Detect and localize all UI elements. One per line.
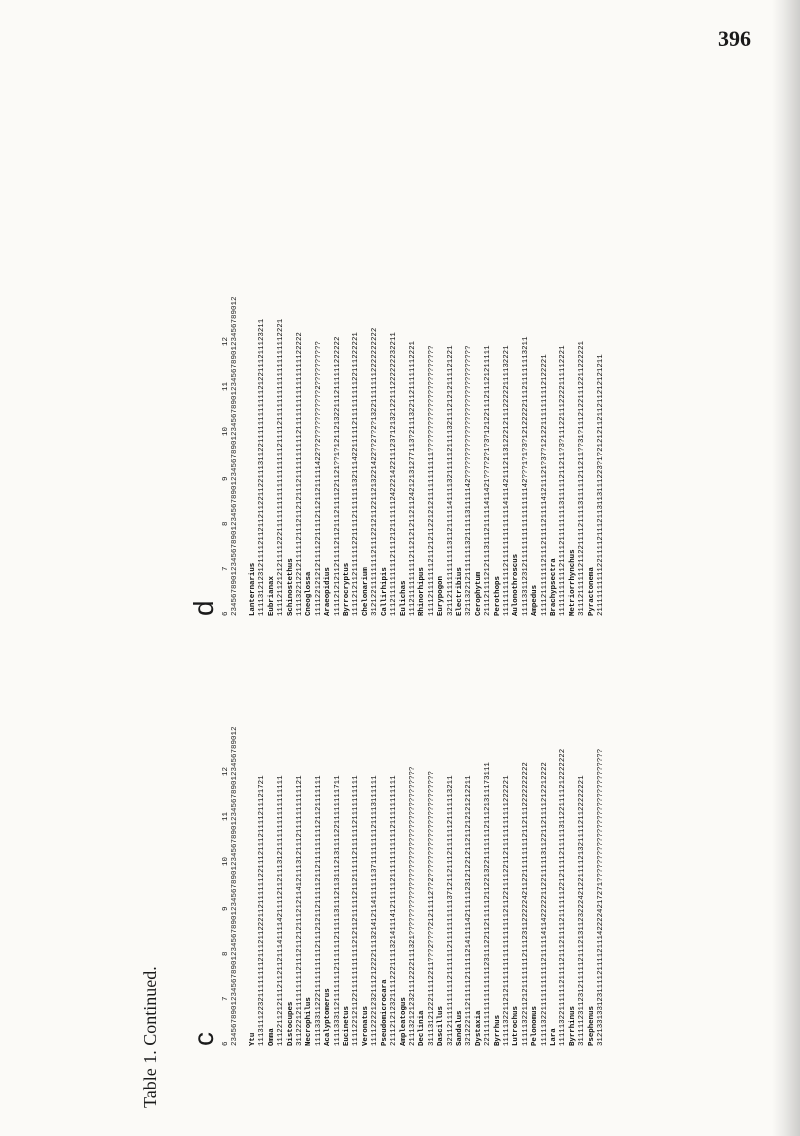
taxon-name: Acalyptomerus [324,988,333,1046]
character-states: 1111132211111111111211111411422222112211111311221121111212212222 [540,762,549,1046]
taxon-name: Lara [550,1028,558,1046]
taxon-row [324,196,343,616]
taxon-row [268,196,287,616]
character-states: 1111221212121111221111211211211111422??2???????????2?????????? [314,341,323,616]
character-states: 2211111111111111112311122112111112112213221111111211121311173111 [484,762,493,1046]
taxon-name: Araeopidius [324,567,333,616]
character-states: 3211211111111111311211111411113211111211113211121212111121221 [446,345,455,616]
taxon-row [475,196,494,616]
taxon-name: Necrophilus [305,997,314,1046]
taxon-name: Perothops [493,576,502,616]
character-states: 3211211111111112111111211111111113712112111211111121111113211 [446,775,455,1046]
panel-d [190,196,606,616]
character-ruler-tens: 6 7 8 9 10 11 12 [222,336,230,616]
character-states: 3111312122211112211???2????21211112??2???????????????????????? [427,771,436,1046]
taxon-name: Ampedus [531,584,540,616]
taxon-name: Lanternarius [249,562,257,616]
character-states: 1111333112111111121111112111113111211311121311112211111111711 [333,775,342,1046]
character-states: 1111132211111121111211121111211111122121111211111311221111212222222 [559,748,568,1046]
character-ruler-tens: 6 7 8 9 10 11 12 [222,766,230,1046]
taxon-row [287,196,306,616]
character-states: 1111211212121111222111111111111111111121111211111111111111111112221 [277,318,286,616]
taxon-row [456,196,475,616]
character-states: 1112111111111211212121121124212131277113?211132211211111112221 [408,341,417,616]
taxon-name: Eulichas [399,580,408,616]
taxon-row [343,686,362,1046]
taxon-row [456,686,475,1046]
taxon-name: Callirhipis [380,567,389,616]
taxon-row [287,686,306,1046]
taxon-name: Rhinorhipus [418,567,427,616]
taxon-row [381,686,400,1046]
taxon-row [343,196,362,616]
taxon-row [249,196,268,616]
taxon-row [305,686,324,1046]
panel-letter: c [188,1032,219,1046]
character-states: 3212221112111112111112141111421111123121221211211212121212211 [465,775,474,1046]
character-states: 3211322121111111321111131111142?????????????????????????????? [465,345,474,616]
ruler-spacer [240,686,249,1046]
page-number: 396 [718,26,751,51]
taxon-name: Declinia [418,1010,427,1046]
taxon-name: Chelonarium [361,567,370,616]
taxon-row [494,196,513,616]
character-states: 1111211111112111211112111141211121?37?121221111111112122221 [540,354,549,616]
taxon-row [418,196,437,616]
taxon-row [512,686,531,1046]
character-states: 1111322122121111121112112121112111111111121111111111111111122222 [296,332,305,616]
character-states: 1111132211212111111111111111112112211112211211111111111222221 [502,775,511,1046]
panel-letter: d [188,600,219,616]
character-states: 1111222212321112122221113214121141111113711111111211113111111 [371,775,380,1046]
character-states: 3121331331231111211112111422224217271?????????????????????????????? [597,748,606,1046]
taxon-row [475,686,494,1046]
taxon-name: Pyractonema [587,567,596,616]
character-states: 2111212123211112221111321411141211111211111111111211111111111 [390,775,399,1046]
taxa-list [249,196,606,616]
taxon-row [268,686,287,1046]
taxon-name: Byrrhus [493,1014,502,1046]
taxon-row [418,686,437,1046]
taxon-name: Veronatus [361,1006,370,1046]
taxon-row [362,196,381,616]
character-states: 3111112311231211111211121311232224212211112132111121122222221 [578,775,587,1046]
taxon-name: Cneoglossa [305,571,314,616]
taxon-name: Eubrianax [267,576,276,616]
taxon-name: Schinostethus [286,558,295,616]
taxon-row [249,686,268,1046]
taxon-row [531,196,550,616]
taxon-name: Eurypogon [437,576,446,616]
character-states: 2111211112121113111211111411421??7?2?1?3?12122111211121211111 [484,345,493,616]
taxon-row [494,686,513,1046]
character-states: 1111312123121111211211211221122111311221111111111112122111211123211 [258,318,267,616]
character-states: 1111111111121111211111111311111211211?3?111221112222111112221 [559,345,568,616]
character-states: 1111132211212111111121112311222224211221111111121121112222222222 [521,762,530,1046]
taxon-name: Distocupes [286,1001,295,1046]
taxon-name: Pseudomicrocara [380,979,389,1046]
taxon-row [588,196,607,616]
character-states: 1111111111121111111111111411142111211312221211122222111132221 [502,345,511,616]
character-states: 3121221111111121112212112211213221422??27?2?132211111112222222222 [371,327,380,616]
taxon-row [550,686,569,1046]
taxon-name: Psephenus [587,1006,596,1046]
taxon-name: Omma [267,1028,276,1046]
character-states: 1111212121121111211211121111221121??1?1211213221112111111222222 [333,336,342,616]
ruler-spacer [240,196,249,616]
taxon-row [550,196,569,616]
taxon-row [437,686,456,1046]
character-states: 1111331123121111111111111111142???1?1?3?12122222111211111113211 [521,336,530,616]
character-states: 3112221211111111121112112121112121141211131211121111111111121 [296,775,305,1046]
taxon-name: Sandalus [455,1010,464,1046]
character-ruler-digits: 23456789012345678901234567890123456789012345678901234567890123456789012 [231,296,239,616]
character-states: 1112111111111211121211111124222142211123712132122111222222232211 [390,332,399,616]
character-states: 3111211111121122111121111311111211211??31?11121221112211222221 [578,341,587,616]
taxon-name: Dascillus [437,1006,446,1046]
taxon-name: Brachypsectra [550,558,558,616]
character-states: 1112211212111211211211141111421111211211131211111111111111111 [277,775,286,1046]
taxon-row [512,196,531,616]
character-states: 1113111223211111111211121122211211111122111211121111211121721 [258,775,267,1046]
taxon-name: Lutrochus [512,1006,521,1046]
character-states: 2111321212321112222111321?????????????????????????????????????? [408,766,417,1046]
taxon-row [531,686,550,1046]
taxon-row [305,196,324,616]
taxon-row [362,686,381,1046]
table-caption: Table 1. Continued. [140,966,160,1108]
taxa-list [249,686,606,1046]
taxon-name: Eucinetus [343,1006,352,1046]
taxon-row [588,686,607,1046]
taxon-name: Pelonomus [531,1006,540,1046]
character-states: 1111211111112112121122121211111111111???????????????????????? [427,345,436,616]
character-ruler-digits: 23456789012345678901234567890123456789012345678901234567890123456789012 [231,726,239,1046]
taxon-name: Ytu [249,1032,257,1046]
taxon-name: Dystaxia [474,1010,483,1046]
character-states: 1111212112111111221111211111113211142211111211111111122111222221 [352,332,361,616]
character-states: 2111111111122111121112113113111223?1?2121211211211212121211 [597,354,606,616]
taxon-row [381,196,400,616]
taxon-name: Byrrocryptus [343,562,352,616]
taxon-row [400,686,419,1046]
panel-c [190,686,606,1046]
taxon-row [400,196,419,616]
taxon-row [437,196,456,616]
taxon-name: Metriorrhynchus [568,549,577,616]
taxon-row [569,686,588,1046]
taxon-name: Byrrhinus [568,1006,577,1046]
character-states: 1111333112221111111111211121211211111211211111111121121111111 [314,775,323,1046]
taxon-name: Aulonothroscus [512,553,521,616]
character-states: 1111221211221111111111121211211111211211111211111121111111111 [352,775,361,1046]
taxon-name: Electribius [455,567,464,616]
taxon-row [324,686,343,1046]
taxon-row [569,196,588,616]
taxon-name: Cerophytum [474,571,483,616]
taxon-name: Ampleatogus [399,997,408,1046]
